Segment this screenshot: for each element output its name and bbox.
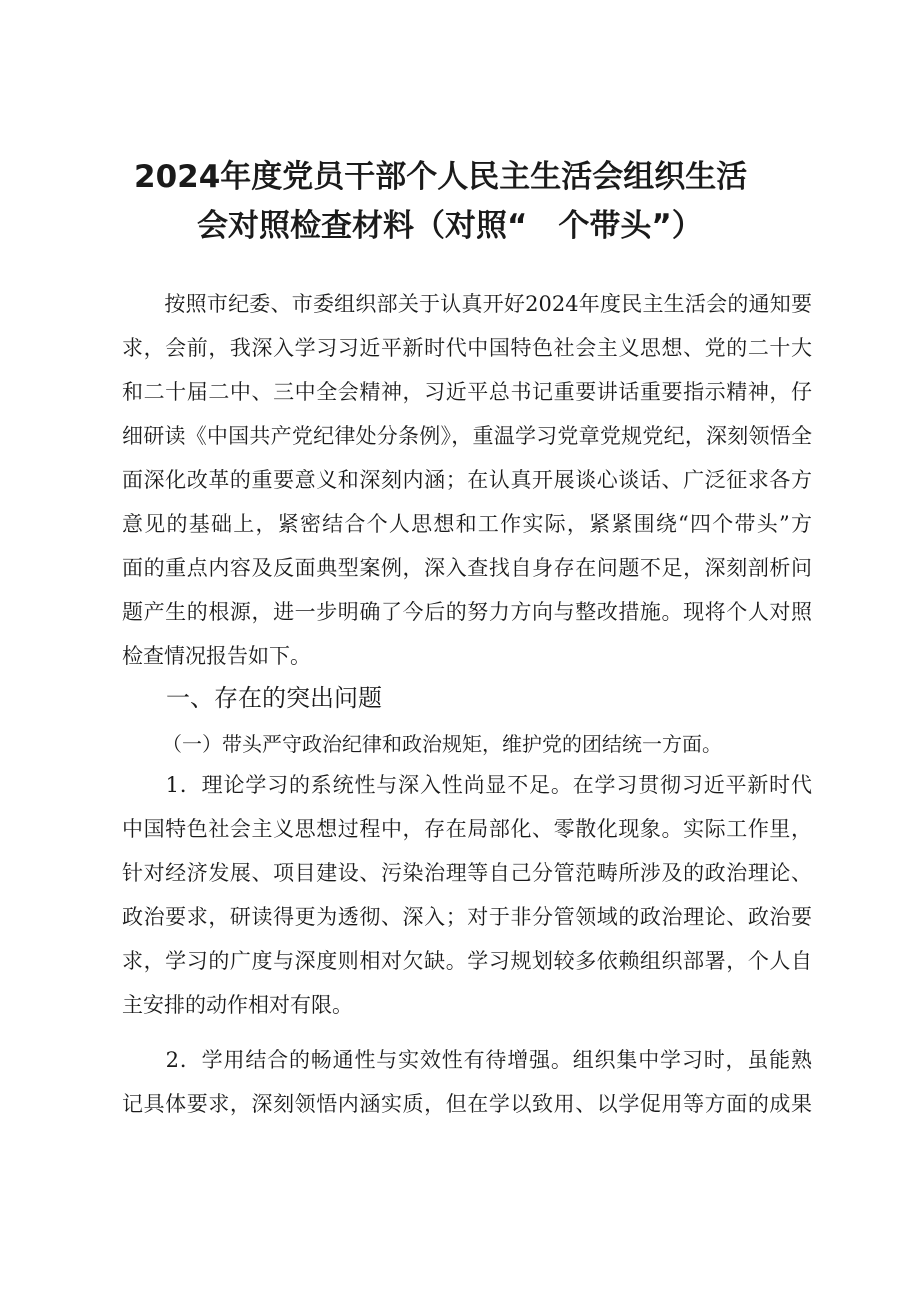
item-1-line: 针对经济发展、项目建设、污染治理等自己分管范畴所涉及的政治理论、 — [122, 861, 812, 885]
item-1-line: 主安排的动作相对有限。 — [122, 993, 353, 1017]
intro-line: 求，会前，我深入学习习近平新时代中国特色社会主义思想、党的二十大 — [122, 336, 812, 360]
item-1-line: 求，学习的广度与深度则相对欠缺。学习规划较多依赖组织部署，个人自 — [122, 949, 812, 973]
item-1-line: 中国特色社会主义思想过程中，存在局部化、零散化现象。实际工作里， — [122, 817, 812, 841]
intro-line: 按照市纪委、市委组织部关于认真开好2024年度民主生活会的通知要 — [122, 292, 812, 316]
intro-line: 意见的基础上，紧密结合个人思想和工作实际，紧紧围绕“四个带头”方 — [122, 512, 812, 536]
intro-line: 检查情况报告如下。 — [122, 644, 311, 668]
item-1-paragraph — [122, 763, 812, 1027]
intro-line: 题产生的根源，进一步明确了今后的努力方向与整改措施。现将个人对照 — [122, 600, 812, 624]
intro-line: 面的重点内容及反面典型案例，深入查找自身存在问题不足，深刻剖析问 — [122, 556, 812, 580]
item-2-line: 2．学用结合的畅通性与实效性有待增强。组织集中学习时，虽能熟 — [122, 1048, 812, 1072]
document-title-line-2: 会对照检查材料（对照“ 个带头”） — [197, 208, 703, 244]
subsection-heading: （一）带头严守政治纪律和政治规矩，维护党的团结统一方面。 — [162, 732, 722, 756]
item-1-line: 1．理论学习的系统性与深入性尚显不足。在学习贯彻习近平新时代 — [122, 773, 812, 797]
item-1-line: 政治要求，研读得更为透彻、深入；对于非分管领域的政治理论、政治要 — [122, 905, 812, 929]
intro-line: 和二十届二中、三中全会精神，习近平总书记重要讲话重要指示精神，仔 — [122, 380, 812, 404]
intro-paragraph — [122, 282, 812, 678]
intro-line: 细研读《中国共产党纪律处分条例》，重温学习党章党规党纪，深刻领悟全 — [122, 424, 812, 448]
item-2-paragraph — [122, 1038, 812, 1126]
section-heading: 一、存在的突出问题 — [166, 684, 382, 712]
document-title-line-1: 2024年度党员干部个人民主生活会组织生活 — [134, 159, 748, 195]
intro-line: 面深化改革的重要意义和深刻内涵；在认真开展谈心谈话、广泛征求各方 — [122, 468, 812, 492]
item-2-line: 记具体要求，深刻领悟内涵实质，但在学以致用、以学促用等方面的成果 — [122, 1092, 812, 1116]
